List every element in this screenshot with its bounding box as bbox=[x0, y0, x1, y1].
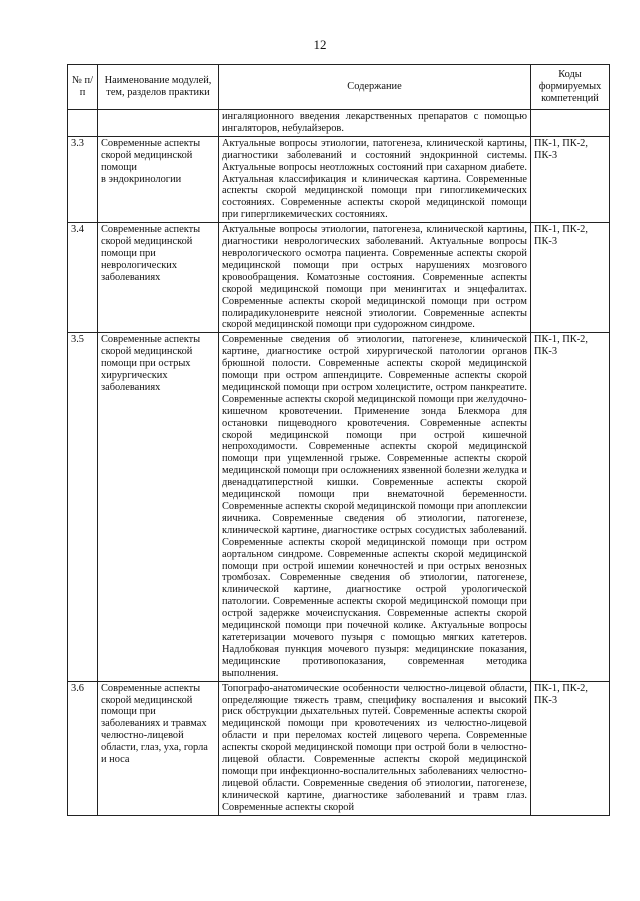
topic-name-line: неврологических bbox=[101, 259, 178, 271]
table-body bbox=[68, 110, 610, 816]
header-content: Содержание bbox=[219, 65, 531, 110]
row-competency-codes: ПК-1, ПК-2, ПК-3 bbox=[531, 681, 610, 815]
table-row bbox=[68, 110, 610, 137]
row-content: Актуальные вопросы этиологии, патогенеза, клинической картины, диагностики заболеваний и состояний эндокринной системы. Актуальные вопросы неотложных состояний при сахарном диабете. Актуальная классификация и клиническая картина. Современные аспекты скорой медицинской помощи при гипогликемических состояниях. Современные аспекты скорой медицинской помощи при гипергликемических состояниях. bbox=[219, 136, 531, 222]
topic-name-line: Современные аспекты bbox=[101, 224, 201, 236]
topic-name-line: в эндокринологии bbox=[101, 173, 182, 185]
row-number: 3.3 bbox=[68, 136, 98, 222]
header-codes: Коды формируемых компетенций bbox=[531, 65, 610, 110]
program-table bbox=[67, 64, 610, 816]
topic-name-line: помощи при bbox=[101, 706, 156, 718]
row-topic-name bbox=[98, 333, 219, 681]
row-number bbox=[68, 110, 98, 137]
row-competency-codes bbox=[531, 110, 610, 137]
page-number: 12 bbox=[313, 37, 327, 52]
topic-name-line: помощи bbox=[101, 161, 137, 173]
table-row bbox=[68, 136, 610, 222]
row-number: 3.6 bbox=[68, 681, 98, 815]
topic-name-line: скорой медицинской bbox=[101, 149, 193, 161]
topic-name-line: скорой медицинской bbox=[101, 346, 193, 358]
topic-name-line: скорой медицинской bbox=[101, 236, 193, 248]
topic-name-line: области, глаз, уха, горла bbox=[101, 742, 208, 754]
row-number: 3.5 bbox=[68, 333, 98, 681]
topic-name-line: помощи при острых bbox=[101, 358, 191, 370]
row-content: ингаляционного введения лекарственных препаратов с помощью ингаляторов, небулайзеров. bbox=[219, 110, 531, 137]
row-topic-name bbox=[98, 110, 219, 137]
table-row bbox=[68, 223, 610, 333]
row-competency-codes: ПК-1, ПК-2, ПК-3 bbox=[531, 136, 610, 222]
table-row bbox=[68, 681, 610, 815]
row-topic-name bbox=[98, 223, 219, 333]
table-header-row bbox=[68, 65, 610, 110]
topic-name-line: скорой медицинской bbox=[101, 694, 193, 706]
row-competency-codes: ПК-1, ПК-2, ПК-3 bbox=[531, 223, 610, 333]
row-content: Современные сведения об этиологии, патогенезе, клинической картине, диагностике острой хирургической патологии органов брюшной полости. Современные аспекты скорой медицинской помощи при остром аппендиците. Современные аспекты скорой медицинской помощи при остром холецистите, остром панкреатите. Современные аспекты скорой медицинской помощи при желудочно-кишечном кровотечении. Применение зонда Блекмора для остановки пищеводного кровотечения. Современные аспекты скорой медицинской помощи при острой кишечной непроходимости. Современные аспекты скорой медицинской помощи при ущемленной грыже. Современные аспекты скорой медицинской помощи при осложнениях язвенной болезни желудка и двенадцатиперстной кишки. Современные аспекты скорой медицинской помощи при внематочной беременности. Современные аспекты скорой медицинской помощи при апоплексии яичника. Современные сведения об этиологии, патогенезе, клинической картине, диагностике острых сосудистых заболеваний. Современные аспекты скорой медицинской помощи при остром аортальном синдроме. Современные аспекты скорой медицинской помощи при острой ишемии конечностей и при острых венозных тромбозах. Современные сведения об этиологии, патогенезе, клинической картине, диагностике острой урологической патологии. Современные аспекты скорой медицинской помощи при острой задержке мочеиспускания. Современные аспекты скорой медицинской помощи при почечной колике. Актуальные вопросы катетеризации мочевого пузыря с помощью мягких катетеров. Надлобковая пункция мочевого пузыря: медицинские показания, медицинские противопоказания, современная методика выполнения. bbox=[219, 333, 531, 681]
topic-name-line: помощи при bbox=[101, 247, 156, 259]
row-content: Топографо-анатомические особенности челюстно-лицевой области, определяющие тяжесть травм, специфику воспаления и высокий риск обструкции дыхательных путей. Современные аспекты скорой медицинской помощи при кровотечениях из челюстно-лицевой области и при переломах костей лицевого черепа. Современные аспекты скорой медицинской помощи при острой боли в челюстно-лицевой области. Современные аспекты скорой медицинской помощи при инфекционно-воспалительных заболеваниях челюстно-лицевой области. Современные сведения об этиологии, патогенезе, клинической картине, диагностике заболеваний и травм глаз. Современные аспекты скорой bbox=[219, 681, 531, 815]
topic-name-line: заболеваниях bbox=[101, 271, 161, 283]
topic-name-line: заболеваниях bbox=[101, 381, 161, 393]
row-competency-codes: ПК-1, ПК-2, ПК-3 bbox=[531, 333, 610, 681]
topic-name-line: заболеваниях и травмах bbox=[101, 718, 207, 730]
topic-name-line: и носа bbox=[101, 754, 130, 766]
topic-name-line: Современные аспекты bbox=[101, 334, 201, 346]
row-topic-name bbox=[98, 136, 219, 222]
row-number: 3.4 bbox=[68, 223, 98, 333]
table-row bbox=[68, 333, 610, 681]
topic-name-line: Современные аспекты bbox=[101, 682, 201, 694]
header-num: № п/п bbox=[68, 65, 98, 110]
header-name: Наименование модулей, тем, разделов практики bbox=[98, 65, 219, 110]
topic-name-line: Современные аспекты bbox=[101, 137, 201, 149]
topic-name-line: хирургических bbox=[101, 370, 168, 382]
row-content: Актуальные вопросы этиологии, патогенеза, клинической картины, диагностики неврологических заболеваний. Актуальные вопросы неврологического осмотра пациента. Современные аспекты скорой медицинской помощи при острых нарушениях мозгового кровообращения. Коматозные состояния. Современные аспекты скорой медицинской помощи при менингитах и энцефалитах. Современные аспекты скорой медицинской помощи при остром полирадикулоневрите неясной этиологии. Современные аспекты скорой медицинской помощи при судорожном синдроме. bbox=[219, 223, 531, 333]
row-topic-name bbox=[98, 681, 219, 815]
topic-name-line: челюстно-лицевой bbox=[101, 730, 184, 742]
